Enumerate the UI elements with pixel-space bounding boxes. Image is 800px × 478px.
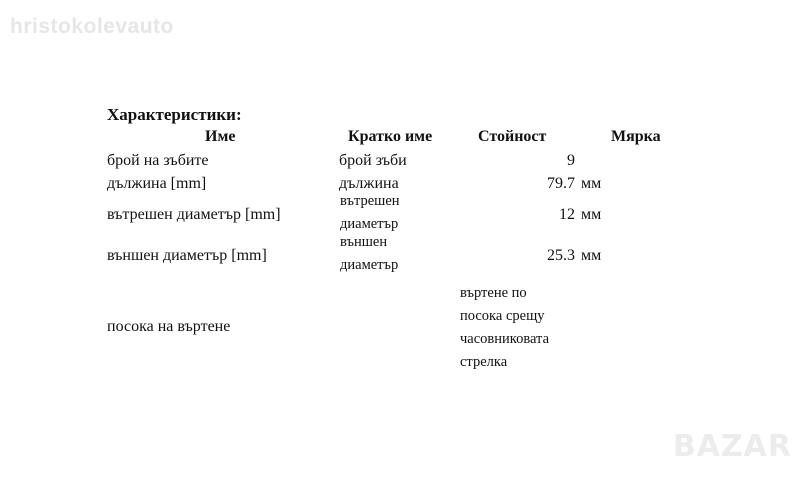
column-header-short-name: Кратко име — [348, 128, 433, 145]
row-inner-diameter-short-name-line2: диаметър — [340, 216, 399, 232]
row-length-unit: мм — [581, 175, 602, 192]
row-outer-diameter-short-name-line2: диаметър — [340, 257, 399, 273]
column-header-unit: Мярка — [611, 128, 661, 145]
watermark-text: hristokolevauto — [10, 15, 174, 38]
column-header-name: Име — [205, 128, 236, 145]
row-rotation-value-line3: часовниковата — [460, 331, 550, 347]
row-rotation-value-line4: стрелка — [460, 354, 508, 370]
row-length-name: дължина [mm] — [107, 175, 207, 192]
row-inner-diameter-name: вътрешен диаметър [mm] — [107, 206, 281, 223]
row-teeth-value: 9 — [567, 152, 575, 169]
row-outer-diameter-value: 25.3 — [547, 247, 575, 264]
row-outer-diameter-short-name-line1: външен — [340, 234, 388, 250]
section-heading: Характеристики: — [107, 105, 242, 124]
row-outer-diameter-name: външен диаметър [mm] — [107, 247, 267, 264]
row-rotation-name: посока на въртене — [107, 318, 231, 335]
row-inner-diameter-value: 12 — [559, 206, 575, 223]
row-length-value: 79.7 — [547, 175, 575, 192]
row-teeth-name: брой на зъбите — [107, 152, 209, 169]
row-rotation-value-line1: въртене по — [460, 285, 527, 301]
row-rotation-value-line2: посока срещу — [460, 308, 545, 324]
column-header-value: Стойност — [478, 128, 547, 145]
row-outer-diameter-unit: мм — [581, 247, 602, 264]
row-teeth-short-name: брой зъби — [339, 152, 407, 169]
bazar-logo: BAZAR — [672, 429, 792, 464]
row-inner-diameter-short-name-line1: вътрешен — [340, 193, 400, 209]
row-inner-diameter-unit: мм — [581, 206, 602, 223]
row-length-short-name: дължина — [339, 175, 399, 192]
